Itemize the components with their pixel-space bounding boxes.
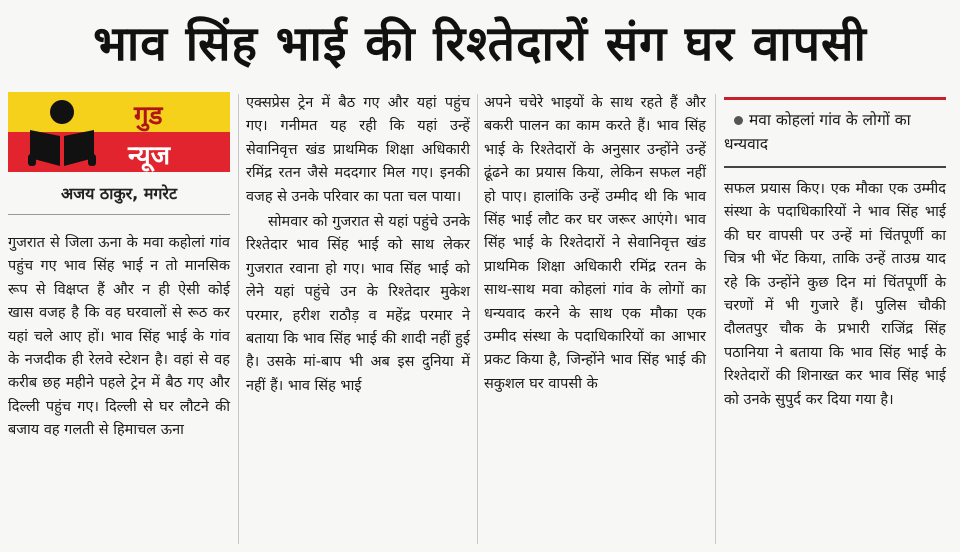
badge-title-top: गुड bbox=[134, 101, 163, 131]
sidebar-bottom-rule bbox=[724, 166, 946, 168]
bullet-icon bbox=[734, 116, 743, 125]
column-divider bbox=[715, 94, 716, 544]
badge-title-bottom: न्यूज bbox=[128, 141, 171, 171]
article-column-1 bbox=[8, 232, 230, 443]
person-reading-newspaper-icon bbox=[24, 96, 100, 168]
sidebar-top-rule bbox=[724, 97, 946, 100]
sidebar-heading bbox=[724, 108, 946, 156]
paragraph: सफल प्रयास किए। एक मौका एक उम्मीद संस्था के पदाधिकारियों ने भाव सिंह भाई की घर वापसी पर उन्हें मां चिंतपूर्णी का चित्र भी भेंट किया, ताकि उन्हें ताउम्र याद रहे कि उन्होंने कुछ दिन मां चिंतपूर्णी के चरणों में भी गुजारे हैं। पुलिस चौकी दौलतपुर चौक के प्रभारी राजिंद्र सिंह पठानिया ने बताया कि भाव सिंह भाई के रिश्तेदारों की शिनाख्त कर भाव सिंह भाई को उनके सुपुर्द कर दिया गया है। bbox=[724, 181, 946, 408]
column-divider bbox=[477, 94, 478, 544]
paragraph: एक्सप्रेस ट्रेन में बैठ गए और यहां पहुंच गए। गनीमत यह रही कि यहां उन्हें सेवानिवृत्त खंड प्राथमिक शिक्षा अधिकारी रमिंद्र रतन जैसे मददगार मिल गए। इनकी वजह से उनके परिवार का पता चल पाया। bbox=[246, 95, 470, 205]
sidebar-heading-text: मवा कोहलां गांव के लोगों का धन्यवाद bbox=[724, 111, 911, 153]
byline-divider bbox=[8, 214, 230, 215]
paragraph: सोमवार को गुजरात से यहां पहुंचे उनके रिश्तेदार भाव सिंह भाई को साथ लेकर गुजरात रवाना हो गए। भाव सिंह भाई को लेने यहां पहुंचे उन के रिश्तेदार मुकेश परमार, हरीश राठौड़ व महेंद्र परमार ने बताया कि भाव सिंह भाई की शादी नहीं हुई है। उसके मां-बाप भी अब इस दुनिया में नहीं हैं। भाव सिंह भाई bbox=[246, 214, 470, 394]
headline: भाव सिंह भाई की रिश्तेदारों संग घर वापसी bbox=[93, 15, 867, 72]
paragraph: अपने चचेरे भाइयों के साथ रहते हैं और बकरी पालन का काम करते हैं। भाव सिंह भाई के रिश्तेदारों के अनुसार उन्होंने उन्हें ढूंढने का प्रयास किया, लेकिन सफल नहीं हो पाए। हालांकि उन्हें उम्मीद थी कि भाव सिंह भाई लौट कर घर जरूर आएंगे। भाव सिंह भाई के रिश्तेदारों ने सेवानिवृत्त खंड प्राथमिक शिक्षा अधिकारी रमिंद्र रतन के साथ-साथ मवा कोहलां गांव के लोगों का धन्यवाद करने के साथ एक मौका एक उम्मीद संस्था के पदाधिकारियों का आभार प्रकट किया है, जिन्होंने भाव सिंह भाई की सकुशल घर वापसी के bbox=[484, 95, 706, 392]
article-column-4 bbox=[724, 178, 946, 412]
column-divider bbox=[238, 94, 239, 544]
article-column-2 bbox=[246, 92, 470, 398]
good-news-badge bbox=[8, 92, 230, 172]
paragraph: गुजरात से जिला ऊना के मवा कहोलां गांव पहुंच गए भाव सिंह भाई न तो मानसिक रूप से विक्षप्त हैं और न ही ऐसी कोई खास वजह है कि वह घरवालों से रूठ कर यहां चले आए हों। भाव सिंह भाई के गांव के नजदीक ही रेलवे स्टेशन है। वहां से वह करीब छह महीने पहले ट्रेन में बैठ गए और दिल्ली पहुंच गए। दिल्ली से घर लौटने की बजाय वह गलती से हिमाचल ऊना bbox=[8, 235, 230, 439]
article-column-3 bbox=[484, 92, 706, 396]
byline: अजय ठाकुर, मगरेट bbox=[60, 184, 178, 203]
